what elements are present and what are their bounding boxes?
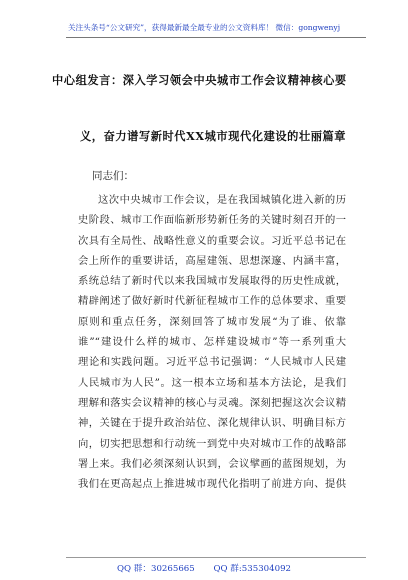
body-line: 这次中央城市工作会议，是在我国城镇化进入新的历 [98, 194, 346, 206]
body-line: 我们在更高起点上推进城市现代化指明了前进方向、提供 [78, 478, 346, 491]
body-line: 史阶段、城市工作面临新形势新任务的关键时刻召开的一 [78, 214, 346, 227]
body-line: 原则和重点任务，深刻回答了城市发展“为了谁、依靠 [78, 315, 346, 328]
body-line: 理解和落实会议精神的核心与灵魂。深刻把握这次会议精 [78, 396, 346, 409]
body-line: 次具有全局性、战略性意义的重要会议。习近平总书记在 [78, 234, 346, 247]
body-paragraph [78, 190, 346, 494]
document-title-line-2: 义，奋力谱写新时代XX城市现代化建设的壮丽篇章 [80, 129, 347, 143]
body-line: 署上来。我们必须深刻认识到，会议擘画的蓝图规划，为 [78, 457, 346, 470]
footer-contacts [0, 562, 408, 574]
header-divider [66, 37, 366, 38]
body-line: 谁”“建设什么样的城市、怎样建设城市”等一系列重大 [78, 336, 346, 349]
footer-divider [66, 557, 366, 558]
body-line: 神，关键在于提升政治站位、深化规律认识、明确目标方 [78, 417, 346, 430]
body-line: 向，切实把思想和行动统一到党中央对城市工作的战略部 [78, 437, 346, 450]
footer-qq-group-2: QQ 群:535304092 [213, 564, 292, 574]
header-banner: 关注头条号“公文研究”，获得最新最全最专业的公文资料库！ 微信：gongwenyj [67, 23, 341, 32]
body-line: 系统总结了新时代以来我国城市发展取得的历史性成就， [78, 275, 346, 288]
footer-qq-group-1: QQ 群：30265665 [116, 564, 195, 574]
salutation: 同志们： [92, 170, 134, 182]
body-line: 人民城市为人民”。这一根本立场和基本方法论，是我们 [78, 376, 346, 389]
body-line: 理论和实践问题。习近平总书记强调：“人民城市人民建 [78, 356, 346, 369]
body-line: 会上所作的重要讲话，高屋建瓴、思想深邃、内涵丰富， [78, 254, 346, 267]
document-title-line-1: 中心组发言：深入学习领会中央城市工作会议精神核心要 [52, 73, 347, 87]
body-line: 精辟阐述了做好新时代新征程城市工作的总体要求、重要 [78, 295, 346, 308]
